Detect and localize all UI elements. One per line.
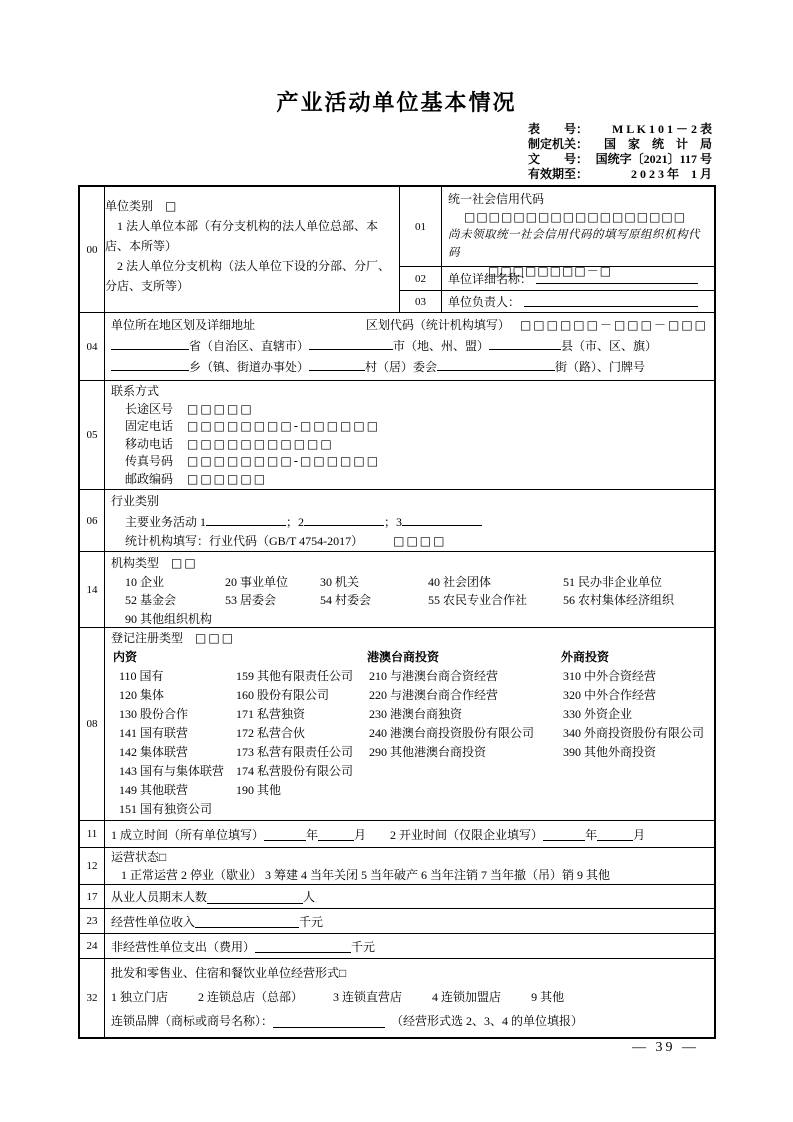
contact-item-label: 固定电话 — [125, 419, 174, 433]
unit-category-label: 单位类别 — [105, 199, 166, 213]
row-code-24: 24 — [80, 934, 105, 958]
row-code-32: 32 — [80, 959, 105, 1037]
credit-code-boxes: □□□□□□□□□□□□□□□□□□ — [464, 210, 687, 224]
contact-item-label: 移动电话 — [125, 436, 174, 451]
contact-mobile — [111, 436, 708, 454]
fill-in-blank — [524, 293, 698, 307]
option: 90 其他组织机构 — [125, 611, 213, 626]
registration-type-boxes: □□□ — [195, 631, 236, 645]
province-label: 省（自治区、直辖市） — [189, 339, 310, 353]
option: 320 中外合作经营 — [563, 688, 657, 702]
option: 340 外商投资股份有限公司 — [563, 726, 705, 740]
contact-item-boxes: □□□□□ — [187, 401, 254, 416]
option: 230 港澳台商独资 — [369, 707, 463, 721]
option: 171 私营独资 — [236, 707, 306, 721]
credit-code-note: 尚未领取统一社会信用代码的填写原组织机构代码 — [448, 229, 700, 259]
chain-brand-line — [111, 1009, 708, 1033]
option: 4 连锁加盟店 — [432, 990, 502, 1004]
fill-in-blank — [402, 512, 482, 526]
row-unit-head — [400, 290, 714, 312]
option: 143 国有与集体联营 — [119, 764, 225, 778]
meta-label: 表 号： — [528, 122, 589, 136]
meta-value: 2 0 2 3 年 1 月 — [630, 167, 712, 181]
contact-fax — [111, 453, 708, 471]
unit-category-option-2: 2 法人单位分支机构（法人单位下设的分部、分厂、分店、支所等） — [105, 259, 391, 293]
unit-head-cell — [442, 291, 714, 312]
option: 56 农村集体经济组织 — [563, 593, 675, 607]
unit-person: 人 — [303, 890, 316, 904]
row-operating-status — [80, 847, 714, 884]
row-business-form — [80, 958, 714, 1037]
option: 9 其他 — [531, 990, 565, 1004]
address-line-2 — [111, 357, 708, 378]
option: 51 民办非企业单位 — [563, 574, 663, 589]
address-line-1 — [111, 336, 708, 357]
chain-brand-label: 连锁品牌（商标或商号名称）： — [111, 1014, 274, 1028]
page-number: — 39 — — [632, 1040, 699, 1055]
option: 149 其他联营 — [119, 783, 189, 797]
town-label: 乡（镇、街道办事处） — [189, 360, 310, 374]
institution-type-options — [111, 573, 708, 629]
fill-in-blank — [111, 336, 189, 350]
form-table — [78, 185, 716, 1039]
unit-name-cell — [442, 267, 714, 290]
unit-category-cell — [105, 187, 400, 312]
row-address — [80, 312, 714, 380]
meta-form-number — [528, 122, 712, 137]
option: 20 事业单位 — [225, 574, 289, 589]
registration-col-1 — [119, 667, 236, 819]
row-code-11: 11 — [80, 821, 105, 847]
contact-label: 联系方式 — [111, 384, 160, 398]
year-label: 年 — [306, 827, 319, 842]
meta-label: 有效期至： — [528, 167, 589, 181]
contact-item-label: 长途区号 — [125, 401, 174, 416]
credit-code-cell — [442, 187, 714, 278]
industry-label: 行业类别 — [111, 494, 160, 508]
chain-brand-note: （经营形式选 2、3、4 的单位填报） — [391, 1014, 584, 1028]
contact-item-boxes: □□□□□□□□-□□□□□□ — [187, 454, 381, 468]
fill-in-blank — [318, 827, 354, 841]
registration-col-2 — [236, 667, 369, 819]
fill-in-blank — [264, 827, 306, 841]
activity-3-label: ；3 — [384, 514, 403, 529]
org-code-boxes: □□□□□□□□－□ — [488, 264, 613, 278]
unit-identity-right — [400, 187, 714, 312]
credit-code-label: 统一社会信用代码 — [448, 192, 545, 206]
industry-code-boxes: □□□□ — [393, 534, 447, 548]
row-nonoperating-expense — [80, 933, 714, 958]
contact-item-boxes: □□□□□□□□□□□ — [187, 436, 334, 451]
registration-group-headers — [111, 648, 708, 667]
fill-in-blank — [309, 357, 365, 371]
row-institution-type — [80, 551, 714, 627]
option: 174 私营股份有限公司 — [236, 764, 354, 778]
division-code-label: 区划代码（统计机构填写） — [365, 318, 510, 332]
meta-label: 文 号： — [528, 152, 589, 166]
option: 110 国有 — [119, 669, 164, 683]
meta-valid-until — [528, 167, 712, 182]
year-label: 年 — [585, 827, 598, 842]
operating-status-options: 1 正常运营 2 停业（歇业） 3 筹建 4 当年关闭 5 当年破产 6 当年注销 7 当年撤（吊）销 9 其他 — [121, 867, 611, 882]
option: 2 连锁总店（总部） — [198, 990, 304, 1004]
registration-type-label: 登记注册类型 — [111, 631, 196, 645]
option: 210 与港澳台商合资经营 — [369, 669, 499, 683]
option: 173 私营有限责任公司 — [236, 745, 354, 759]
operating-income-cell — [105, 909, 714, 933]
option: 172 私营合伙 — [236, 726, 306, 740]
contact-item-boxes: □□□□□□□□-□□□□□□ — [187, 419, 381, 433]
row-code-03: 03 — [400, 291, 442, 312]
contact-postcode — [111, 471, 708, 489]
fill-in-blank — [543, 827, 585, 841]
unit-thousand-yuan: 千元 — [351, 939, 376, 954]
row-code-14: 14 — [80, 552, 105, 627]
meta-label: 制定机关： — [528, 137, 589, 151]
option: 1 独立门店 — [111, 990, 169, 1004]
nonoperating-expense-label: 非经营性单位支出（费用） — [111, 939, 256, 954]
fill-in-blank — [309, 336, 393, 350]
business-form-options — [111, 985, 708, 1009]
row-code-01: 01 — [400, 187, 442, 266]
meta-issuing-agency — [528, 137, 712, 152]
fill-in-blank — [489, 336, 561, 350]
row-code-00: 00 — [80, 187, 105, 312]
contact-item-boxes: □□□□□□ — [187, 471, 268, 486]
row-code-04: 04 — [80, 313, 105, 380]
address-header-line — [111, 315, 708, 336]
operating-income-label: 经营性单位收入 — [111, 914, 196, 929]
fill-in-blank — [536, 270, 698, 284]
contact-item-label: 邮政编码 — [125, 471, 174, 486]
fill-in-blank — [597, 827, 633, 841]
option: 160 股份有限公司 — [236, 688, 330, 702]
option: 40 社会团体 — [428, 574, 492, 589]
row-code-17: 17 — [80, 885, 105, 908]
option: 52 基金会 — [125, 593, 177, 607]
option: 159 其他有限责任公司 — [236, 669, 354, 683]
address-cell — [105, 313, 714, 380]
option: 141 国有联营 — [119, 726, 189, 740]
option: 390 其他外商投资 — [563, 745, 657, 759]
form-meta-block — [528, 122, 712, 182]
option: 55 农民专业合作社 — [428, 593, 528, 607]
opening-time-label: 2 开业时间（仅限企业填写） — [390, 827, 544, 842]
row-contact — [80, 380, 714, 489]
registration-option-columns — [111, 667, 708, 819]
checkbox: □ — [165, 199, 179, 213]
option: 290 其他港澳台商投资 — [369, 745, 487, 759]
row-employees — [80, 884, 714, 908]
option: 3 连锁直营店 — [333, 990, 403, 1004]
registration-col-3 — [369, 667, 563, 819]
division-code-boxes: □□□□□□－□□□－□□□ — [519, 318, 708, 332]
registration-col-4 — [563, 667, 704, 819]
option: 130 股份合作 — [119, 707, 189, 721]
unit-head-label: 单位负责人： — [448, 295, 521, 309]
option: 10 企业 — [125, 574, 165, 589]
row-code-02: 02 — [400, 267, 442, 290]
group-domestic: 内资 — [113, 650, 138, 664]
fill-in-blank — [273, 1014, 385, 1028]
fill-in-blank — [111, 357, 189, 371]
option: 120 集体 — [119, 688, 165, 702]
industry-code-label: 统计机构填写：行业代码（GB/T 4754-2017） — [125, 534, 364, 548]
row-code-06: 06 — [80, 490, 105, 551]
street-label: 街（路）、门牌号 — [555, 360, 646, 374]
option: 330 外资企业 — [563, 707, 633, 721]
option: 190 其他 — [236, 783, 282, 797]
row-registration-type — [80, 627, 714, 820]
fill-in-blank — [195, 914, 299, 928]
contact-landline — [111, 418, 708, 436]
option: 310 中外合资经营 — [563, 669, 657, 683]
fill-in-blank — [206, 512, 286, 526]
address-label: 单位所在地区划及详细地址 — [111, 318, 256, 332]
institution-type-label-line — [111, 554, 708, 573]
business-form-label: 批发和零售业、住宿和餐饮业单位经营形式□ — [111, 966, 347, 980]
registration-type-cell — [105, 628, 714, 820]
meta-document-number — [528, 152, 712, 167]
city-label: 市（地、州、盟） — [393, 339, 490, 353]
option: 54 村委会 — [320, 593, 372, 607]
contact-item-label: 传真号码 — [125, 454, 174, 468]
meta-value: 国 家 统 计 局 — [603, 137, 712, 151]
operating-status-label: 运营状态□ — [111, 850, 167, 864]
village-label: 村（居）委会 — [365, 360, 438, 374]
month-label: 月 — [354, 827, 367, 842]
row-code-23: 23 — [80, 909, 105, 933]
fill-in-blank — [437, 357, 555, 371]
option: 151 国有独资公司 — [119, 802, 213, 816]
county-label: 县（市、区、旗） — [561, 339, 658, 353]
option: 142 集体联营 — [119, 745, 189, 759]
operating-status-cell — [105, 848, 714, 884]
fill-in-blank — [207, 890, 303, 904]
nonoperating-expense-cell — [105, 934, 714, 958]
institution-type-cell — [105, 552, 714, 627]
unit-name-label: 单位详细名称： — [448, 272, 533, 286]
activity-1-label: 主要业务活动 1 — [125, 514, 207, 529]
option: 53 居委会 — [225, 593, 277, 607]
registration-type-label-line — [111, 629, 708, 648]
row-operating-income — [80, 908, 714, 933]
section-unit-identity — [80, 187, 714, 312]
unit-category-option-1: 1 法人单位本部（有分支机构的法人单位总部、本店、本所等） — [105, 219, 379, 253]
unit-thousand-yuan: 千元 — [299, 914, 324, 929]
fill-in-blank — [255, 939, 351, 953]
industry-activities-line — [111, 512, 708, 533]
row-code-08: 08 — [80, 628, 105, 820]
employees-label: 从业人员期末人数 — [111, 890, 208, 904]
contact-cell — [105, 381, 714, 489]
month-label: 月 — [633, 827, 646, 842]
activity-2-label: ；2 — [286, 514, 305, 529]
establish-time-label: 1 成立时间（所有单位填写） — [111, 827, 265, 842]
contact-area-code — [111, 401, 708, 419]
unit-category-label-line — [105, 196, 399, 216]
row-unit-name — [400, 266, 714, 290]
row-code-05: 05 — [80, 381, 105, 489]
option: 240 港澳台商投资股份有限公司 — [369, 726, 535, 740]
row-establishment-time — [80, 820, 714, 847]
option: 30 机关 — [320, 574, 360, 589]
form-title: 产业活动单位基本情况 — [276, 90, 517, 115]
fill-in-blank — [304, 512, 384, 526]
industry-code-line — [111, 532, 708, 552]
group-hmt-investment: 港澳台商投资 — [367, 650, 440, 664]
row-code-12: 12 — [80, 848, 105, 884]
meta-value: 国统字〔2021〕117 号 — [595, 152, 712, 166]
institution-type-boxes: □□ — [171, 556, 198, 570]
option: 220 与港澳台商合作经营 — [369, 688, 499, 702]
industry-cell — [105, 490, 714, 551]
business-form-cell — [105, 959, 714, 1037]
employees-cell — [105, 885, 714, 908]
establishment-time-cell — [105, 821, 714, 847]
meta-value: M L K 1 0 1 － 2 表 — [611, 122, 712, 136]
institution-type-label: 机构类型 — [111, 556, 172, 570]
group-foreign-investment: 外商投资 — [561, 650, 610, 664]
row-credit-code — [400, 187, 714, 278]
row-industry — [80, 489, 714, 551]
